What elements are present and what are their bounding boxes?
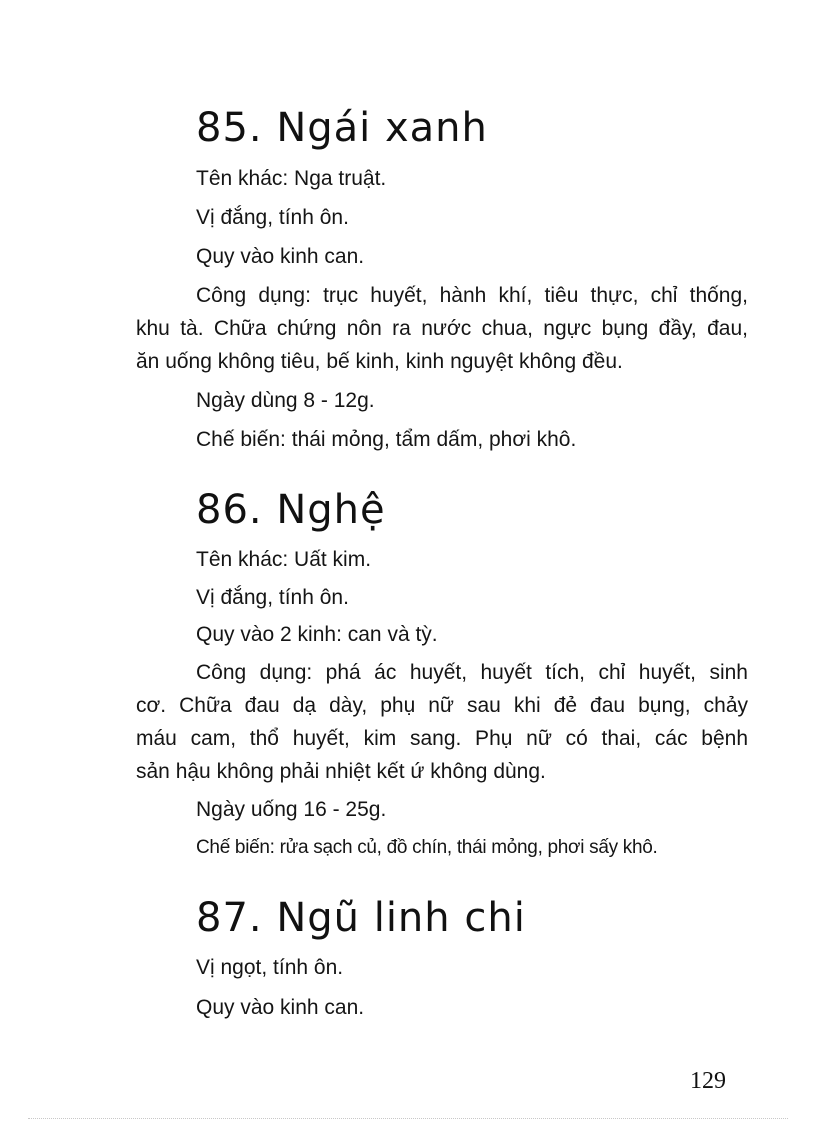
alternate-name: Tên khác: Uất kim. [196,548,372,571]
bottom-dotted-rule [28,1118,788,1119]
usage-line-1: Công dụng: trục huyết, hành khí, tiêu thực, chỉ thống, [196,284,748,307]
preparation: Chế biến: rửa sạch củ, đồ chín, thái mỏng, phơi sấy khô. [196,837,658,858]
page-number: 129 [690,1068,726,1094]
section-title-86: 86. Nghệ [196,487,386,533]
alternate-name: Tên khác: Nga truật. [196,167,387,190]
meridian: Quy vào kinh can. [196,245,365,268]
usage-line-1: Công dụng: phá ác huyết, huyết tích, chỉ huyết, sinh [196,661,748,684]
daily-dose: Ngày uống 16 - 25g. [196,798,387,821]
taste-property: Vị đắng, tính ôn. [196,206,349,229]
taste-property: Vị đắng, tính ôn. [196,586,349,609]
preparation: Chế biến: thái mỏng, tẩm dấm, phơi khô. [196,428,577,451]
usage-line-2: khu tà. Chữa chứng nôn ra nước chua, ngực bụng đầy, đau, [136,317,748,340]
usage-line-3: ăn uống không tiêu, bế kinh, kinh nguyệt không đều. [136,350,623,373]
usage-line-2: cơ. Chữa đau dạ dày, phụ nữ sau khi đẻ đau bụng, chảy [136,694,748,717]
meridian: Quy vào 2 kinh: can và tỳ. [196,623,438,646]
section-title-87: 87. Ngũ linh chi [196,895,526,941]
usage-line-4: sản hậu không phải nhiệt kết ứ không dùng. [136,760,546,783]
daily-dose: Ngày dùng 8 - 12g. [196,389,375,412]
usage-line-3: máu cam, thổ huyết, kim sang. Phụ nữ có thai, các bệnh [136,727,748,750]
meridian: Quy vào kinh can. [196,996,365,1019]
section-title-85: 85. Ngái xanh [196,105,488,151]
taste-property: Vị ngọt, tính ôn. [196,956,344,979]
